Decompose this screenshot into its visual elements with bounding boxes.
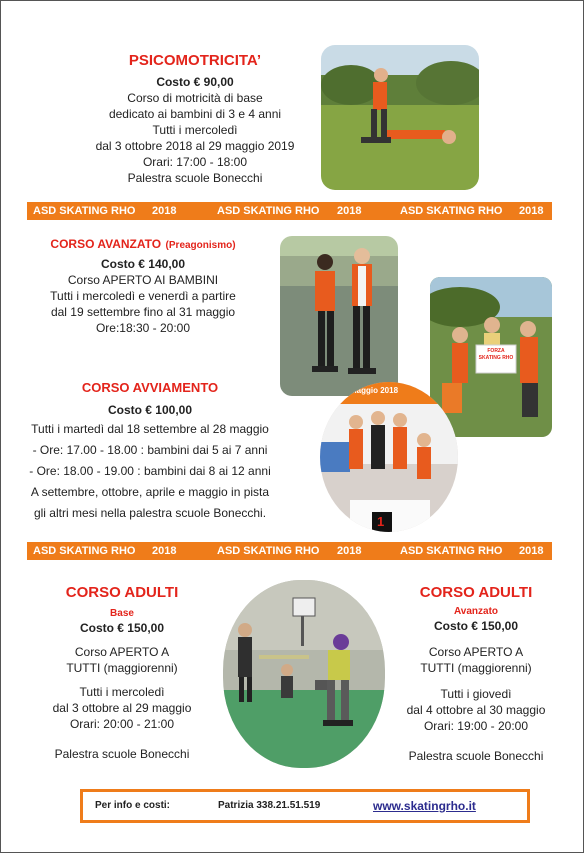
- psico-line: dedicato ai bambini di 3 e 4 anni: [108, 107, 282, 121]
- asd-banner-1: [27, 202, 552, 220]
- avviamento-line: - Ore: 18.00 - 19.00 : bambini dai 8 ai 12 anni: [29, 464, 271, 478]
- info-label: Per info e costi:: [95, 800, 171, 811]
- avanzato-line: dal 19 settembre fino al 31 maggio: [50, 305, 236, 319]
- banner-year: 2018: [519, 205, 544, 217]
- avanzato-cost: Costo € 140,00: [100, 257, 186, 271]
- banner-text: ASD SKATING RHO: [400, 205, 503, 217]
- website-link[interactable]: www.skatingrho.it: [373, 799, 476, 813]
- avviamento-section: [20, 380, 280, 524]
- psico-line: Tutti i mercoledì: [152, 123, 238, 137]
- adulti-avanzato-line: TUTTI (maggiorenni): [420, 661, 532, 675]
- info-box: [80, 789, 530, 823]
- avanzato-line: Corso APERTO AI BAMBINI: [67, 273, 219, 287]
- avviamento-title: CORSO AVVIAMENTO: [81, 380, 219, 395]
- avanzato-line: Ore:18:30 - 20:00: [95, 321, 191, 335]
- banner-text: ASD SKATING RHO: [217, 205, 320, 217]
- banner-year: 2018: [152, 205, 177, 217]
- podium-photo: [320, 382, 458, 532]
- adulti-avanzato-section: [390, 584, 562, 764]
- avviamento-line: A settembre, ottobre, aprile e maggio in pista: [30, 485, 270, 499]
- banner-text: ASD SKATING RHO: [217, 545, 320, 557]
- photo-banner-text: Maggio 2018: [350, 386, 399, 395]
- avviamento-line: - Ore: 17.00 - 18.00 : bambini dai 5 ai 7 anni: [32, 443, 268, 457]
- avanzato-title: CORSO AVANZATO: [50, 237, 162, 251]
- adulti-base-cost: Costo € 150,00: [79, 621, 165, 635]
- gym-photo: [223, 580, 385, 768]
- psico-title: PSICOMOTRICITA’: [128, 52, 262, 69]
- psico-cost: Costo € 90,00: [156, 75, 234, 89]
- avanzato-photo: [280, 236, 398, 396]
- avanzato-subtitle: (Preagonismo): [165, 240, 236, 251]
- adulti-avanzato-title: CORSO ADULTI: [419, 584, 533, 601]
- adulti-base-line: Corso APERTO A: [74, 645, 170, 659]
- avanzato-line: Tutti i mercoledì e venerdì a partire: [50, 289, 236, 303]
- psico-line: Orari: 17:00 - 18:00: [142, 155, 248, 169]
- avviamento-cost: Costo € 100,00: [107, 403, 193, 417]
- avanzato-heading: [30, 235, 256, 253]
- banner-text: ASD SKATING RHO: [33, 545, 136, 557]
- adulti-avanzato-cost: Costo € 150,00: [433, 619, 519, 633]
- sign-photo: [430, 277, 552, 437]
- avviamento-line: gli altri mesi nella palestra scuole Bonecchi.: [33, 506, 267, 520]
- adulti-avanzato-line: Tutti i giovedì: [440, 687, 512, 701]
- asd-banner-2: [27, 542, 552, 560]
- psico-line: dal 3 ottobre 2018 al 29 maggio 2019: [95, 139, 295, 153]
- banner-text: ASD SKATING RHO: [400, 545, 503, 557]
- info-contact: Patrizia 338.21.51.519: [218, 800, 321, 811]
- adulti-base-level: Base: [110, 608, 134, 619]
- avanzato-section: [30, 235, 256, 336]
- adulti-base-line: Palestra scuole Bonecchi: [54, 747, 190, 761]
- adulti-base-line: TUTTI (maggiorenni): [66, 661, 178, 675]
- banner-year: 2018: [337, 545, 362, 557]
- banner-year: 2018: [337, 205, 362, 217]
- sign-text: FORZA SKATING RHO: [478, 348, 514, 361]
- banner-text: ASD SKATING RHO: [33, 205, 136, 217]
- adulti-base-line: Tutti i mercoledì: [79, 685, 165, 699]
- adulti-base-line: dal 3 ottobre al 29 maggio: [52, 701, 192, 715]
- adulti-avanzato-line: dal 4 ottobre al 30 maggio: [406, 703, 546, 717]
- adulti-avanzato-line: Corso APERTO A: [428, 645, 524, 659]
- banner-year: 2018: [519, 545, 544, 557]
- adulti-base-title: CORSO ADULTI: [65, 584, 179, 601]
- adulti-base-section: [30, 584, 214, 762]
- psico-line: Palestra scuole Bonecchi: [127, 171, 263, 185]
- adulti-avanzato-line: Orari: 19:00 - 20:00: [423, 719, 529, 733]
- adulti-avanzato-line: Palestra scuole Bonecchi: [408, 749, 544, 763]
- podium-number: 1: [377, 514, 385, 529]
- banner-year: 2018: [152, 545, 177, 557]
- adulti-base-line: Orari: 20:00 - 21:00: [69, 717, 175, 731]
- psico-line: Corso di motricità di base: [127, 91, 263, 105]
- adulti-avanzato-level: Avanzato: [453, 606, 499, 617]
- avviamento-line: Tutti i martedì dal 18 settembre al 28 maggio: [31, 422, 269, 436]
- psico-photo: [321, 45, 479, 190]
- psico-section: [80, 52, 310, 186]
